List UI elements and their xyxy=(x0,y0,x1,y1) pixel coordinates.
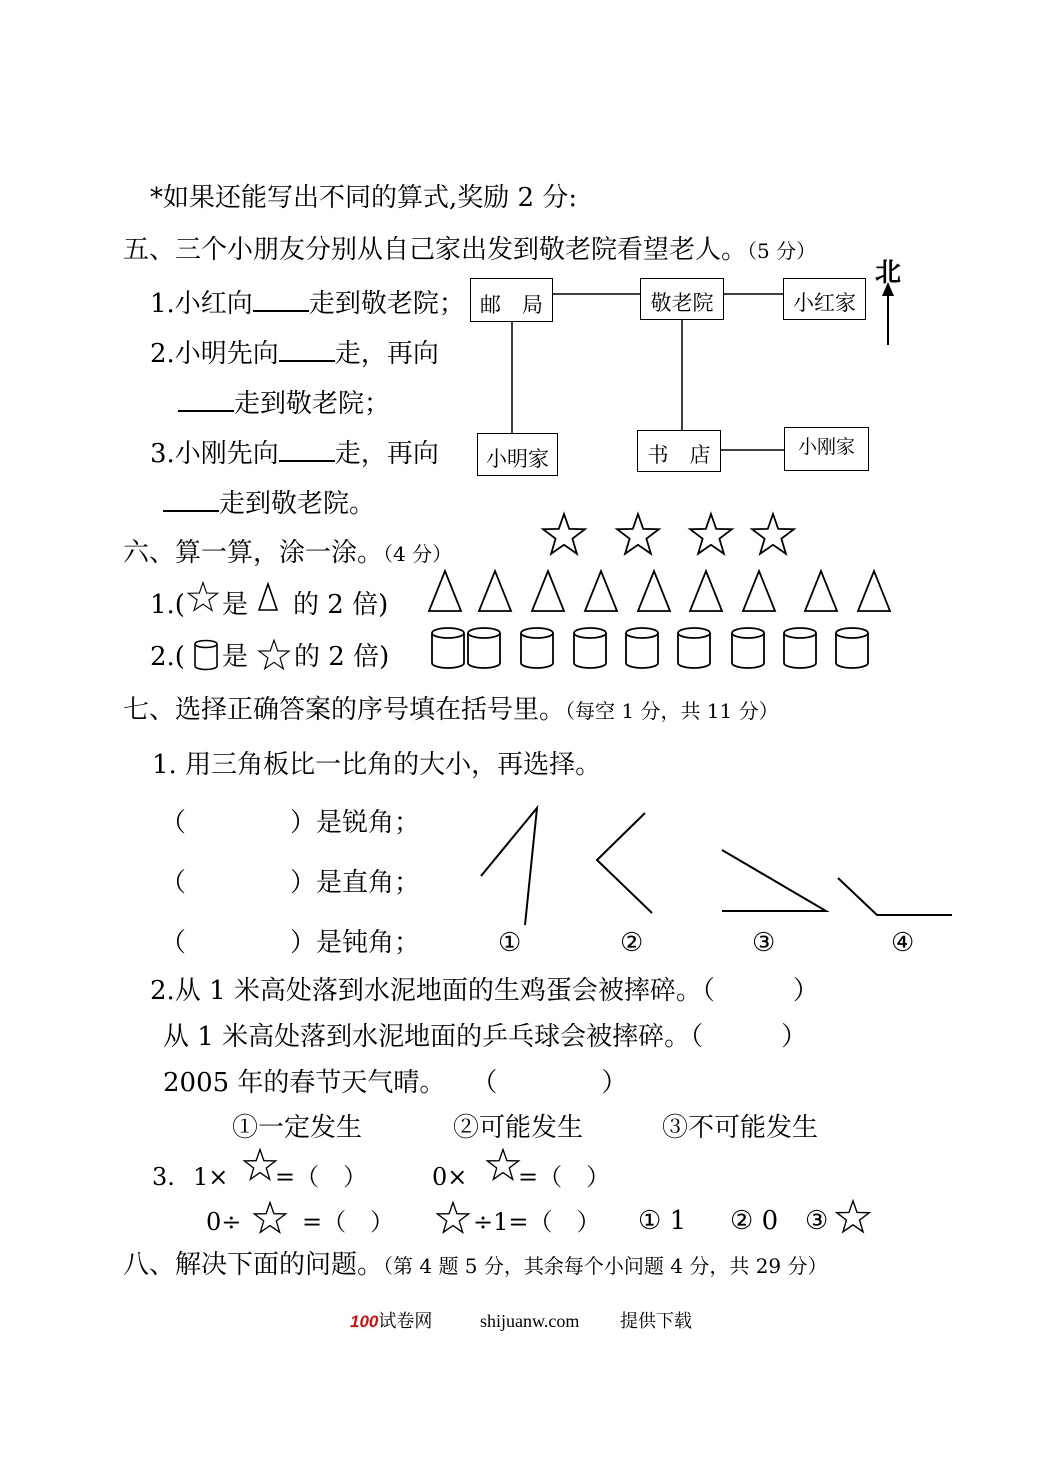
north-arrow-icon xyxy=(882,282,894,345)
cylinder-icon xyxy=(521,628,553,668)
s7-q1-title: 1. 用三角板比一比角的大小，再选择。 xyxy=(152,750,602,780)
map-nursing-home: 敬老院 xyxy=(640,278,724,320)
s7-q2-line-3: 2005 年的春节天气晴。 （ ） xyxy=(163,1068,628,1098)
s7-q3-expr3-b: =（ ） xyxy=(302,1208,395,1236)
s7-q3-expr3-a: 0÷ xyxy=(206,1208,242,1236)
s5-q2-suffix: 走到敬老院； xyxy=(234,389,391,419)
s5-q1-prefix: 1.小红向 xyxy=(150,289,253,319)
star-icon xyxy=(752,514,794,554)
cylinder-icon xyxy=(784,628,816,668)
s7-q3-expr1-b: =（ ） xyxy=(275,1163,368,1191)
s7-acute-line: （ ）是锐角； xyxy=(160,808,421,838)
map-xiaoming-home: 小明家 xyxy=(477,433,558,476)
s6-q1-is: 是 xyxy=(222,590,249,620)
section-8-score: （第 4 题 5 分，其余每个小问题 4 分，共 29 分） xyxy=(383,1254,828,1278)
cylinder-icon xyxy=(574,628,606,668)
angle-4 xyxy=(838,878,952,915)
triangle-icon xyxy=(585,571,617,611)
section-5-score: （5 分） xyxy=(747,239,817,263)
s7-q2-option-1: ①一定发生 xyxy=(232,1113,363,1143)
angle-2 xyxy=(597,813,652,913)
s7-obtuse-line: （ ）是钝角； xyxy=(160,928,421,958)
section-8-title xyxy=(123,1252,828,1278)
footer-url[interactable]: shijuanw.com xyxy=(480,1311,580,1331)
angle-label-1: ① xyxy=(498,928,522,958)
s6-q1-prefix: 1.( xyxy=(150,590,185,620)
cylinder-icon xyxy=(626,628,658,668)
angle-label-2: ② xyxy=(620,928,644,958)
s6-q2-prefix: 2.( xyxy=(150,642,185,672)
star-icon xyxy=(690,514,732,554)
map-post-office: 邮 局 xyxy=(470,278,553,322)
s7-q3-option-1: ① 1 xyxy=(638,1206,687,1236)
cylinder-icon xyxy=(432,628,464,668)
triangle-icon xyxy=(858,571,890,611)
s7-q3-expr4-b: ÷1=（ ） xyxy=(473,1208,601,1236)
map-bookstore: 书 店 xyxy=(637,430,721,472)
angle-label-4: ④ xyxy=(891,928,915,958)
footer-logo: 100 xyxy=(350,1312,379,1331)
s7-q3-num: 3. xyxy=(152,1163,175,1191)
s5-q1-suffix: 走到敬老院； xyxy=(308,289,465,319)
section-8-title-text: 八、解决下面的问题。 xyxy=(123,1250,384,1280)
section-5-title-text: 五、三个小朋友分别从自己家出发到敬老院看望老人。 xyxy=(123,235,748,265)
star-icon xyxy=(254,1203,285,1233)
s7-q3-option-3: ③ xyxy=(805,1206,829,1236)
s7-q3-option-2: ② 0 xyxy=(730,1206,779,1236)
triangle-icon xyxy=(532,571,564,611)
angle-figures xyxy=(481,808,952,925)
triangle-icon xyxy=(638,571,670,611)
map-xiaohong-home: 小红家 xyxy=(783,278,866,320)
star-icon xyxy=(437,1203,468,1233)
star-icon xyxy=(543,514,585,554)
star-icon xyxy=(487,1150,518,1180)
star-icon xyxy=(188,583,217,611)
s6-q2-is: 是 xyxy=(222,642,249,672)
angle-3 xyxy=(722,850,826,911)
footer-brand xyxy=(350,1312,432,1330)
section-7-title xyxy=(123,697,779,723)
s5-q2-prefix: 2.小明先向 xyxy=(150,339,279,369)
cylinder-icon xyxy=(836,628,868,668)
star-icon xyxy=(259,640,289,669)
cylinder-icon xyxy=(468,628,500,668)
triangle-icon xyxy=(429,571,461,611)
cylinder-icon xyxy=(678,628,710,668)
star-icon xyxy=(244,1150,275,1180)
s6-q1-suffix: 的 2 倍) xyxy=(293,590,389,620)
cylinder-row xyxy=(432,628,868,668)
triangle-icon xyxy=(259,584,277,610)
section-6-title xyxy=(123,540,452,566)
s7-q3-expr2-b: =（ ） xyxy=(518,1163,611,1191)
section-7-title-text: 七、选择正确答案的序号填在括号里。 xyxy=(123,695,566,725)
s7-q2-option-2: ②可能发生 xyxy=(453,1113,584,1143)
angle-1 xyxy=(481,808,537,925)
s5-q3-prefix: 3.小刚先向 xyxy=(150,439,279,469)
triangle-icon xyxy=(479,571,511,611)
cylinder-icon xyxy=(195,641,217,670)
s6-q2-suffix: 的 2 倍) xyxy=(294,642,390,672)
triangle-icon xyxy=(743,571,775,611)
s7-q3-expr1-a: 1× xyxy=(193,1163,229,1191)
triangle-icon xyxy=(690,571,722,611)
s7-right-line: （ ）是直角； xyxy=(160,868,421,898)
s7-q2-option-3: ③不可能发生 xyxy=(662,1113,819,1143)
s5-q2-mid: 走，再向 xyxy=(334,339,439,369)
s7-q3-expr2-a: 0× xyxy=(432,1163,468,1191)
footer-provide: 提供下载 xyxy=(620,1311,692,1331)
bonus-line: *如果还能写出不同的算式,奖励 2 分: xyxy=(150,183,578,213)
star-icon xyxy=(617,514,659,554)
map-xiaogang-home: 小刚家 xyxy=(784,427,869,471)
s7-q2-line-2: 从 1 米高处落到水泥地面的乒乓球会被摔碎。（ ） xyxy=(163,1022,808,1052)
s5-q3-suffix: 走到敬老院。 xyxy=(219,489,376,519)
footer-site-name: 试卷网 xyxy=(378,1311,433,1331)
triangle-row xyxy=(429,571,890,611)
s7-q2-line-1: 2.从 1 米高处落到水泥地面的生鸡蛋会被摔碎。（ ） xyxy=(150,976,819,1006)
north-label: 北 xyxy=(875,258,902,288)
triangle-icon xyxy=(805,571,837,611)
section-7-score: （每空 1 分，共 11 分） xyxy=(565,699,779,723)
section-6-title-text: 六、算一算，涂一涂。 xyxy=(123,538,384,568)
star-row xyxy=(543,514,794,554)
s5-q3-mid: 走，再向 xyxy=(334,439,439,469)
angle-label-3: ③ xyxy=(752,928,776,958)
cylinder-icon xyxy=(732,628,764,668)
section-6-score: （4 分） xyxy=(383,542,453,566)
star-icon xyxy=(837,1201,870,1232)
